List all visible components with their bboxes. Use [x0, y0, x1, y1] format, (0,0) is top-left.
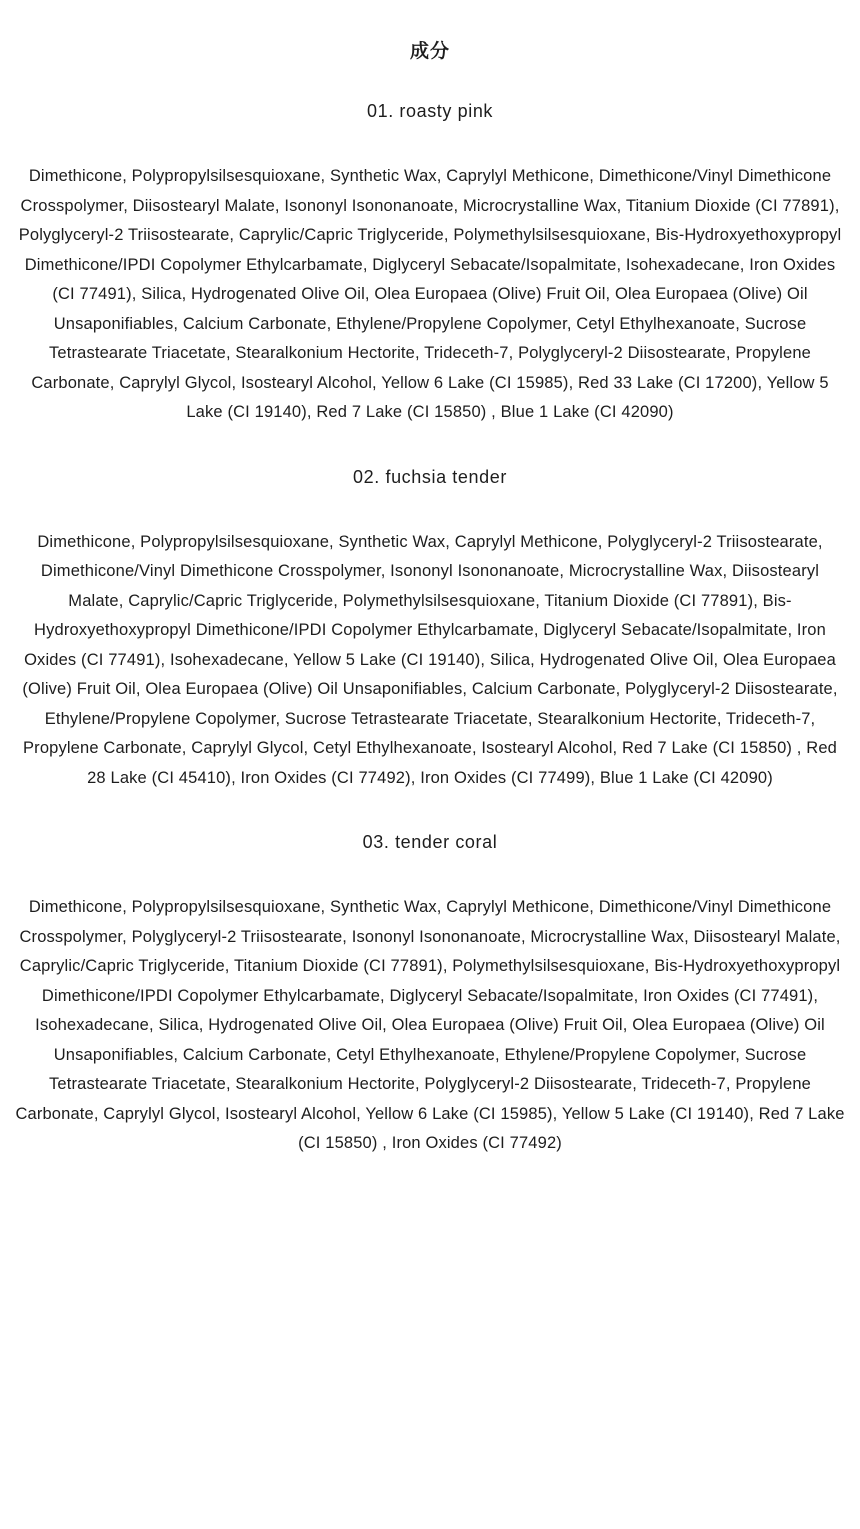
ingredients-list-02: Dimethicone, Polypropylsilsesquioxane, Synthetic Wax, Caprylyl Methicone, Polyglyceryl-2 Triisostearate, Dimethicone/Vinyl Dimethicone Crosspolymer, Isononyl Isononanoate, Microcrystalline Wax, Diisostearyl Malate, Caprylic/Capric Triglyceride, Polymethylsilsesquioxane, Titanium Dioxide (CI 77891), Bis-Hydroxyethoxypropyl Dimethicone/IPDI Copolymer Ethylcarbamate, Diglyceryl Sebacate/Isopalmitate, Iron Oxides (CI 77491), Isohexadecane, Yellow 5 Lake (CI 19140), Silica, Hydrogenated Olive Oil, Olea Europaea (Olive) Fruit Oil, Olea Europaea (Olive) Oil Unsaponifiables, Calcium Carbonate, Polyglyceryl-2 Diisostearate, Ethylene/Propylene Copolymer, Sucrose Tetrastearate Triacetate, Stearalkonium Hectorite, Trideceth-7, Propylene Carbonate, Caprylyl Glycol, Cetyl Ethylhexanoate, Isostearyl Alcohol, Red 7 Lake (CI 15850) , Red 28 Lake (CI 45410), Iron Oxides (CI 77492), Iron Oxides (CI 77499), Blue 1 Lake (CI 42090) — [22, 532, 838, 787]
section-roasty-pink — [14, 101, 846, 428]
shade-heading-02: 02. fuchsia tender — [353, 466, 507, 487]
shade-heading-03: 03. tender coral — [362, 832, 498, 852]
section-tender-coral — [14, 832, 846, 1159]
shade-heading-01: 01. roasty pink — [366, 101, 494, 121]
section-fuchsia-tender — [14, 467, 846, 794]
page-title: 成分 — [409, 41, 450, 62]
ingredients-list-01: Dimethicone, Polypropylsilsesquioxane, Synthetic Wax, Caprylyl Methicone, Dimethicone/Vinyl Dimethicone Crosspolymer, Diisostearyl Malate, Isononyl Isononanoate, Microcrystalline Wax, Titanium Dioxide (CI 77891), Polyglyceryl-2 Triisostearate, Caprylic/Capric Triglyceride, Polymethylsilsesquioxane, Bis-Hydroxyethoxypropyl Dimethicone/IPDI Copolymer Ethylcarbamate, Diglyceryl Sebacate/Isopalmitate, Isohexadecane, Iron Oxides (CI 77491), Silica, Hydrogenated Olive Oil, Olea Europaea (Olive) Fruit Oil, Olea Europaea (Olive) Oil Unsaponifiables, Calcium Carbonate, Ethylene/Propylene Copolymer, Cetyl Ethylhexanoate, Sucrose Tetrastearate Triacetate, Stearalkonium Hectorite, Trideceth-7, Polyglyceryl-2 Diisostearate, Propylene Carbonate, Caprylyl Glycol, Isostearyl Alcohol, Yellow 6 Lake (CI 15985), Red 33 Lake (CI 17200), Yellow 5 Lake (CI 19140), Red 7 Lake (CI 15850) , Blue 1 Lake (CI 42090) — [18, 167, 842, 421]
ingredients-list-03: Dimethicone, Polypropylsilsesquioxane, Synthetic Wax, Caprylyl Methicone, Dimethicone/Vinyl Dimethicone Crosspolymer, Polyglyceryl-2 Triisostearate, Isononyl Isononanoate, Microcrystalline Wax, Diisostearyl Malate, Caprylic/Capric Triglyceride, Titanium Dioxide (CI 77891), Polymethylsilsesquioxane, Bis-Hydroxyethoxypropyl Dimethicone/IPDI Copolymer Ethylcarbamate, Diglyceryl Sebacate/Isopalmitate, Iron Oxides (CI 77491), Isohexadecane, Silica, Hydrogenated Olive Oil, Olea Europaea (Olive) Fruit Oil, Olea Europaea (Olive) Oil Unsaponifiables, Calcium Carbonate, Cetyl Ethylhexanoate, Ethylene/Propylene Copolymer, Sucrose Tetrastearate Triacetate, Stearalkonium Hectorite, Polyglyceryl-2 Diisostearate, Trideceth-7, Propylene Carbonate, Caprylyl Glycol, Isostearyl Alcohol, Yellow 6 Lake (CI 15985), Yellow 5 Lake (CI 19140), Red 7 Lake (CI 15850) , Iron Oxides (CI 77492) — [15, 898, 845, 1152]
